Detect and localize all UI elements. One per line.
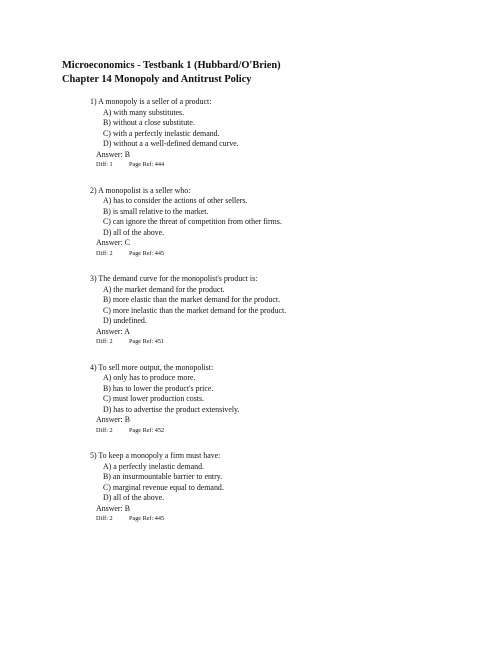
- question-meta: [90, 337, 470, 346]
- option-d: D) without a a well-defined demand curve.: [103, 139, 239, 148]
- answer-line: Answer: B: [96, 503, 130, 513]
- question-text: 3) The demand curve for the monopolist's product is:: [90, 274, 258, 283]
- chapter-title: Chapter 14 Monopoly and Antitrust Policy: [62, 74, 252, 85]
- answer-line: Answer: B: [96, 415, 130, 424]
- question-item: [90, 97, 470, 169]
- option-b: B) has to lower the product's price.: [103, 383, 214, 393]
- answer-line: Answer: B: [96, 149, 130, 159]
- option-a: A) with many substitutes.: [103, 107, 185, 117]
- question-meta: [90, 426, 470, 435]
- option-d: D) undefined.: [103, 316, 147, 325]
- question-item: [90, 451, 470, 523]
- answer-line: Answer: C: [96, 238, 130, 247]
- difficulty: Diff: 1: [96, 161, 113, 168]
- option-c: C) can ignore the threat of competition from other firms.: [103, 217, 282, 226]
- difficulty: Diff: 2: [96, 515, 113, 522]
- option-c: C) more inelastic than the market demand for the product.: [103, 305, 287, 315]
- question-item: [90, 363, 470, 435]
- page-ref: Page Ref: 451: [129, 338, 165, 345]
- document-title: Microeconomics - Testbank 1 (Hubbard/O'Brien): [62, 60, 281, 71]
- difficulty: Diff: 2: [96, 249, 113, 257]
- option-d: D) has to advertise the product extensively.: [103, 404, 240, 414]
- option-b: B) more elastic than the market demand for the product.: [103, 295, 281, 304]
- question-list: [90, 97, 470, 540]
- question-text: 1) A monopoly is a seller of a product:: [90, 97, 212, 106]
- question-text: 4) To sell more output, the monopolist:: [90, 362, 214, 372]
- page-ref: Page Ref: 445: [129, 249, 165, 257]
- question-meta: [90, 249, 470, 258]
- question-meta: [90, 514, 470, 523]
- option-b: B) without a close substitute.: [103, 118, 195, 127]
- option-b: B) an insurmountable barrier to entry.: [103, 472, 223, 481]
- option-c: C) with a perfectly inelastic demand.: [103, 128, 220, 138]
- question-item: [90, 186, 470, 258]
- option-a: A) only has to produce more.: [103, 373, 196, 382]
- difficulty: Diff: 2: [96, 338, 113, 345]
- option-d: D) all of the above.: [103, 227, 165, 237]
- page-ref: Page Ref: 445: [129, 515, 165, 522]
- answer-line: Answer: A: [96, 326, 130, 336]
- option-c: C) must lower production costs.: [103, 394, 205, 403]
- difficulty: Diff: 2: [96, 426, 113, 434]
- page-ref: Page Ref: 452: [129, 426, 165, 434]
- question-item: [90, 274, 470, 346]
- question-meta: [90, 160, 470, 169]
- option-a: A) has to consider the actions of other sellers.: [103, 196, 248, 205]
- question-text: 2) A monopolist is a seller who:: [90, 185, 191, 195]
- page-ref: Page Ref: 444: [129, 161, 165, 168]
- option-d: D) all of the above.: [103, 493, 165, 502]
- document-header: [62, 59, 281, 87]
- question-text: 5) To keep a monopoly a firm must have:: [90, 451, 221, 460]
- option-a: A) the market demand for the product.: [103, 284, 225, 294]
- option-b: B) is small relative to the market.: [103, 206, 209, 216]
- option-c: C) marginal revenue equal to demand.: [103, 482, 224, 492]
- option-a: A) a perfectly inelastic demand.: [103, 461, 204, 471]
